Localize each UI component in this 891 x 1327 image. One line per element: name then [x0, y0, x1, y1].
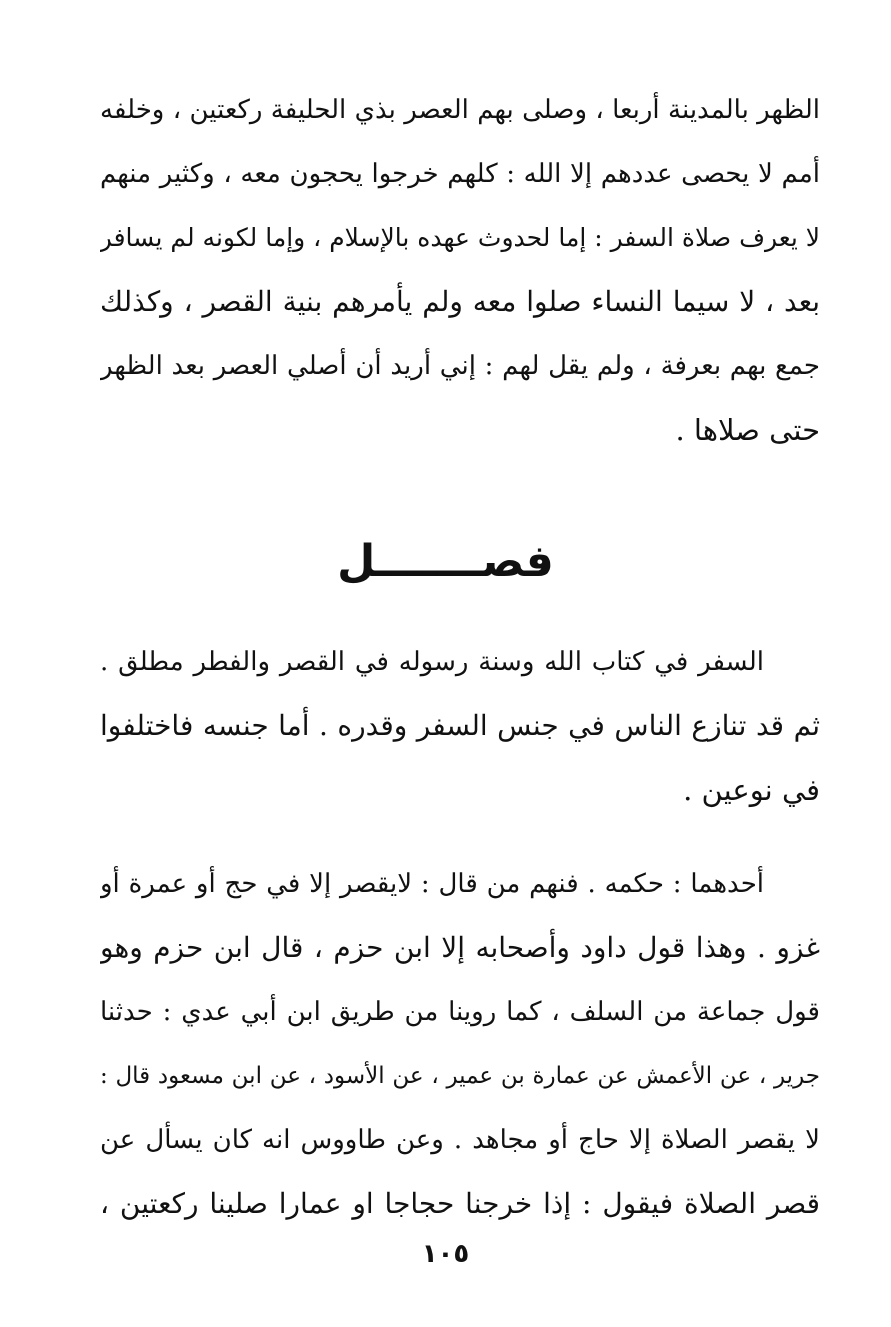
paragraph-3-line-6: قصر الصلاة فيقول : إذا خرجنا حجاجا او عمارا صلينا ركعتين ،: [100, 1187, 820, 1220]
paragraph-2-line-3: في نوعين .: [683, 773, 820, 807]
paragraph-1-line-6: حتى صلاها .: [675, 413, 820, 447]
paragraph-2-line-1: السفر في كتاب الله وسنة رسوله في القصر والفطر مطلق .: [100, 647, 764, 677]
page-number: ١٠٥: [421, 1239, 470, 1269]
paragraph-3: [100, 852, 820, 1236]
paragraph-3-line-1: أحدهما : حكمه . فنهم من قال : لايقصر إلا في حج أو عمرة أو: [100, 869, 764, 899]
paragraph-1-line-2: أمم لا يحصى عددهم إلا الله : كلهم خرجوا يحجون معه ، وكثير منهم: [100, 159, 820, 189]
paragraph-1-line-4: بعد ، لا سيما النساء صلوا معه ولم يأمرهم بنية القصر ، وكذلك: [100, 285, 820, 318]
paragraph-2-line-2: ثم قد تنازع الناس في جنس السفر وقدره . أما جنسه فاختلفوا: [100, 709, 820, 742]
paragraph-2: [100, 630, 820, 822]
paragraph-1-line-3: لا يعرف صلاة السفر : إما لحدوث عهده بالإسلام ، وإما لكونه لم يسافر: [100, 223, 820, 252]
section-heading-text: فصـــــــل: [337, 536, 554, 587]
paragraph-1-line-1: الظهر بالمدينة أربعا ، وصلى بهم العصر بذي الحليفة ركعتين ، وخلفه: [100, 95, 820, 125]
paragraph-3-line-4: جرير ، عن الأعمش عن عمارة بن عمير ، عن الأسود ، عن ابن مسعود قال :: [100, 1063, 820, 1089]
section-heading: [0, 530, 891, 594]
paragraph-1: [100, 78, 820, 462]
paragraph-1-line-5: جمع بهم بعرفة ، ولم يقل لهم : إني أريد أن أصلي العصر بعد الظهر: [100, 351, 820, 381]
paragraph-3-line-2: غزو . وهذا قول داود وأصحابه إلا ابن حزم ، قال ابن حزم وهو: [100, 931, 820, 964]
paragraph-3-line-5: لا يقصر الصلاة إلا حاج أو مجاهد . وعن طاووس انه كان يسأل عن: [100, 1125, 820, 1155]
paragraph-3-line-3: قول جماعة من السلف ، كما روينا من طريق ابن أبي عدي : حدثنا: [100, 997, 820, 1027]
